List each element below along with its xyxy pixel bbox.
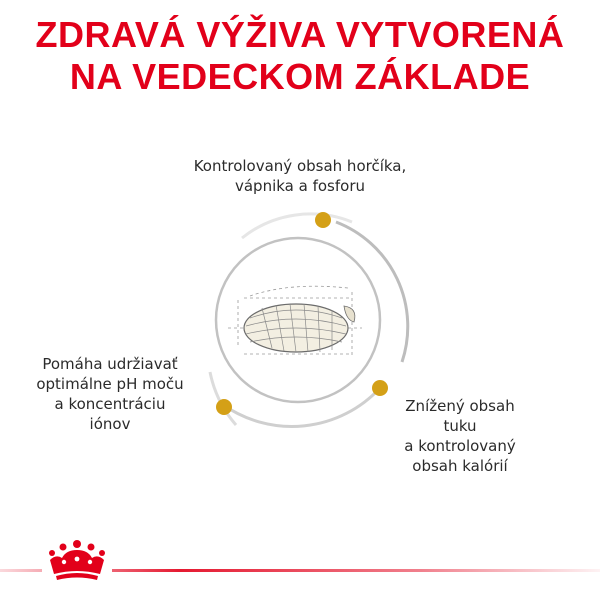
marker-dot-left <box>216 399 232 415</box>
feature-fat-calories-line-2: tuku <box>443 417 477 435</box>
outer-arc-bottom <box>222 388 380 426</box>
feature-fat-calories-line-1: Znížený obsah <box>405 397 515 415</box>
outer-arc-top-left <box>242 214 352 238</box>
headline-line-2: NA VEDECKOM ZÁKLADE <box>69 56 531 97</box>
feature-minerals-line-2: vápnika a fosforu <box>234 177 365 195</box>
marker-dot-top <box>315 212 331 228</box>
feature-urine-ph-line-3: a koncentráciu <box>54 395 166 413</box>
feature-fat-calories-line-3: a kontrolovaný <box>404 437 516 455</box>
marker-dot-right <box>372 380 388 396</box>
feature-urine-ph <box>20 354 200 434</box>
feature-urine-ph-line-1: Pomáha udržiavať <box>42 355 178 373</box>
feature-minerals-line-1: Kontrolovaný obsah horčíka, <box>193 157 407 175</box>
feature-urine-ph-line-4: iónov <box>89 415 131 433</box>
feature-minerals <box>150 156 450 196</box>
headline-line-1: ZDRAVÁ VÝŽIVA VYTVORENÁ <box>35 14 565 55</box>
feature-urine-ph-line-2: optimálne pH moču <box>36 375 184 393</box>
kibble-sketch-icon <box>228 286 362 355</box>
outer-arc-left <box>210 372 236 425</box>
feature-fat-calories-line-4: obsah kalórií <box>412 457 508 475</box>
outer-arc-right <box>336 222 408 362</box>
feature-fat-calories <box>380 396 540 476</box>
royal-canin-crown-icon <box>42 538 112 582</box>
